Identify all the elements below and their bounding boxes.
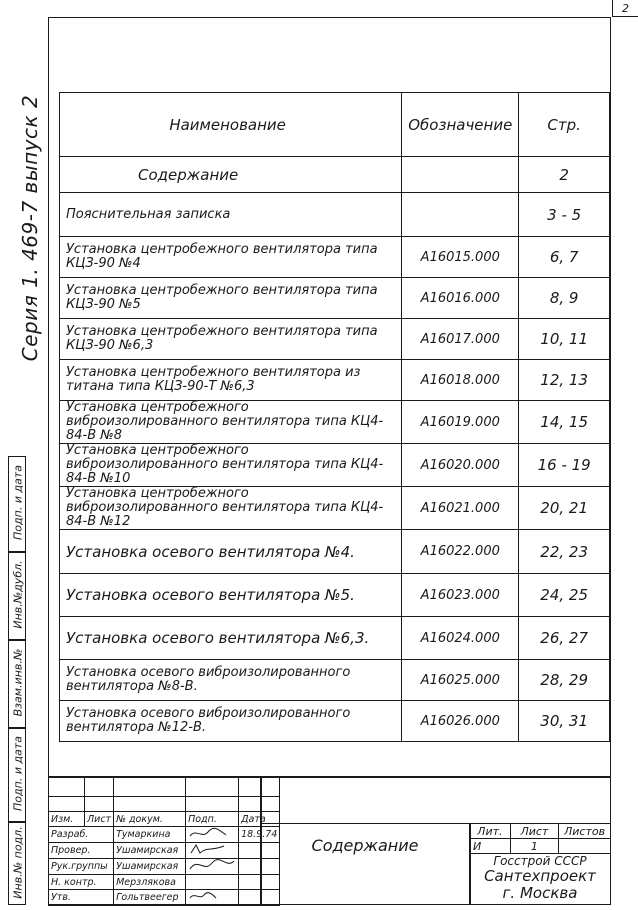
row-pages: 24, 25 bbox=[519, 574, 610, 617]
stamp-date bbox=[239, 859, 280, 875]
row-name: Пояснительная записка bbox=[60, 193, 402, 237]
table-row bbox=[60, 660, 610, 701]
row-pages: 10, 11 bbox=[519, 319, 610, 360]
row-name: Установка центробежного вентилятора типа КЦЗ-90 №6,3 bbox=[60, 319, 402, 360]
table-row bbox=[60, 193, 610, 237]
stamp-person: Ушамирская bbox=[114, 859, 186, 875]
row-name: Установка центробежного виброизолированного вентилятора типа КЦ4-84-В №8 bbox=[60, 401, 402, 444]
table-row bbox=[60, 360, 610, 401]
table-row bbox=[60, 617, 610, 660]
stamp-date bbox=[239, 890, 280, 906]
stamp-empty-row bbox=[49, 777, 280, 797]
stamp-role: Провер. bbox=[49, 843, 114, 859]
side-cell-podp-data-1 bbox=[8, 728, 26, 822]
row-pages: 14, 15 bbox=[519, 401, 610, 444]
side-label: Инв.№дубл. bbox=[11, 560, 25, 629]
lit-value: И bbox=[470, 839, 511, 854]
sheets-label: Листов bbox=[559, 824, 611, 839]
signature bbox=[186, 827, 239, 843]
header-name: Наименование bbox=[60, 93, 402, 157]
stamp-date bbox=[239, 875, 280, 890]
section-code bbox=[402, 157, 519, 193]
signature bbox=[186, 843, 239, 859]
table-row bbox=[60, 278, 610, 319]
col-list: Лист bbox=[85, 812, 114, 827]
org-line-3: г. Москва bbox=[502, 884, 578, 902]
side-label: Взам.инв.№ bbox=[11, 648, 25, 717]
row-pages: 6, 7 bbox=[519, 237, 610, 278]
row-name: Установка осевого виброизолированного вентилятора №12-В. bbox=[60, 701, 402, 742]
header-code: Обозначение bbox=[402, 93, 519, 157]
sheet-info-header bbox=[470, 824, 611, 839]
row-pages: 22, 23 bbox=[519, 530, 610, 574]
table-row bbox=[60, 701, 610, 742]
side-cell-podp-data-2 bbox=[8, 456, 26, 552]
row-pages: 3 - 5 bbox=[519, 193, 610, 237]
row-name: Установка центробежного вентилятора типа КЦЗ-90 №5 bbox=[60, 278, 402, 319]
col-data: Дата bbox=[239, 812, 280, 827]
stamp-role: Рук.группы bbox=[49, 859, 114, 875]
signature-grid bbox=[48, 776, 280, 906]
row-name: Установка центробежного вентилятора из титана типа КЦЗ-90-Т №6,3 bbox=[60, 360, 402, 401]
page-number: 2 bbox=[612, 0, 638, 17]
header-page: Стр. bbox=[519, 93, 610, 157]
section-page: 2 bbox=[519, 157, 610, 193]
sheet-info-grid bbox=[469, 823, 611, 854]
signature bbox=[186, 890, 239, 906]
org-line-1: Госстрой СССР bbox=[493, 854, 587, 868]
row-name: Установка центробежного виброизолированного вентилятора типа КЦ4-84-В №12 bbox=[60, 487, 402, 530]
side-cell-dubl bbox=[8, 552, 26, 640]
stamp-row bbox=[49, 843, 280, 859]
table-row bbox=[60, 319, 610, 360]
stamp-row bbox=[49, 890, 280, 906]
row-name: Установка осевого вентилятора №4. bbox=[60, 530, 402, 574]
row-name: Установка осевого виброизолированного вентилятора №8-В. bbox=[60, 660, 402, 701]
side-label: Инв.№ подл. bbox=[11, 826, 25, 899]
sheet-value: 1 bbox=[510, 839, 558, 854]
stamp-row bbox=[49, 859, 280, 875]
row-pages: 28, 29 bbox=[519, 660, 610, 701]
row-name: Установка осевого вентилятора №5. bbox=[60, 574, 402, 617]
title-block bbox=[48, 776, 611, 905]
row-name: Установка центробежного вентилятора типа КЦЗ-90 №4 bbox=[60, 237, 402, 278]
stamp-row bbox=[49, 875, 280, 890]
row-pages: 26, 27 bbox=[519, 617, 610, 660]
col-izm: Изм. bbox=[49, 812, 85, 827]
side-cell-inv-podl bbox=[8, 822, 26, 905]
row-code: А16016.000 bbox=[402, 278, 519, 319]
row-code: А16024.000 bbox=[402, 617, 519, 660]
table-row bbox=[60, 530, 610, 574]
table-row bbox=[60, 401, 610, 444]
contents-header-row bbox=[60, 93, 610, 157]
stamp-person: Гольтвеегер bbox=[114, 890, 186, 906]
row-pages: 20, 21 bbox=[519, 487, 610, 530]
stamp-row bbox=[49, 827, 280, 843]
contents-table bbox=[59, 92, 610, 742]
row-code: А16019.000 bbox=[402, 401, 519, 444]
row-code: А16018.000 bbox=[402, 360, 519, 401]
stamp-person: Мерзлякова bbox=[114, 875, 186, 890]
table-row bbox=[60, 444, 610, 487]
row-pages: 30, 31 bbox=[519, 701, 610, 742]
row-name: Установка осевого вентилятора №6,3. bbox=[60, 617, 402, 660]
stamp-role: Разраб. bbox=[49, 827, 114, 843]
side-label: Подп. и дата bbox=[11, 736, 25, 811]
stamp-role: Утв. bbox=[49, 890, 114, 906]
row-pages: 12, 13 bbox=[519, 360, 610, 401]
row-code: А16021.000 bbox=[402, 487, 519, 530]
sheets-value bbox=[559, 839, 611, 854]
stamp-date: 18.9.74 bbox=[239, 827, 280, 843]
signature bbox=[186, 859, 239, 875]
side-cell-vzam bbox=[8, 640, 26, 728]
row-code bbox=[402, 193, 519, 237]
stamp-role: Н. контр. bbox=[49, 875, 114, 890]
document-title: Содержание bbox=[311, 836, 419, 855]
sheet-info-values bbox=[470, 839, 611, 854]
stamp-column-headers bbox=[49, 812, 280, 827]
row-code: А16015.000 bbox=[402, 237, 519, 278]
section-title: Содержание bbox=[60, 157, 402, 193]
series-label: Серия 1. 469-7 выпуск 2 bbox=[18, 94, 42, 362]
row-code: А16022.000 bbox=[402, 530, 519, 574]
col-doc: № докум. bbox=[114, 812, 186, 827]
row-pages: 8, 9 bbox=[519, 278, 610, 319]
org-line-2: Сантехпроект bbox=[484, 867, 596, 885]
col-podp: Подп. bbox=[186, 812, 239, 827]
section-row bbox=[60, 157, 610, 193]
row-pages: 16 - 19 bbox=[519, 444, 610, 487]
table-row bbox=[60, 487, 610, 530]
organization-block bbox=[469, 854, 611, 902]
signature bbox=[186, 875, 239, 890]
stamp-person: Ушамирская bbox=[114, 843, 186, 859]
side-label: Подп. и дата bbox=[11, 465, 25, 540]
sheet-label: Лист bbox=[510, 824, 558, 839]
row-code: А16017.000 bbox=[402, 319, 519, 360]
row-code: А16025.000 bbox=[402, 660, 519, 701]
row-name: Установка центробежного виброизолированного вентилятора типа КЦ4-84-В №10 bbox=[60, 444, 402, 487]
stamp-empty-row bbox=[49, 797, 280, 812]
row-code: А16026.000 bbox=[402, 701, 519, 742]
table-row bbox=[60, 574, 610, 617]
table-row bbox=[60, 237, 610, 278]
stamp-person: Тумаркина bbox=[114, 827, 186, 843]
row-code: А16023.000 bbox=[402, 574, 519, 617]
lit-label: Лит. bbox=[470, 824, 511, 839]
row-code: А16020.000 bbox=[402, 444, 519, 487]
